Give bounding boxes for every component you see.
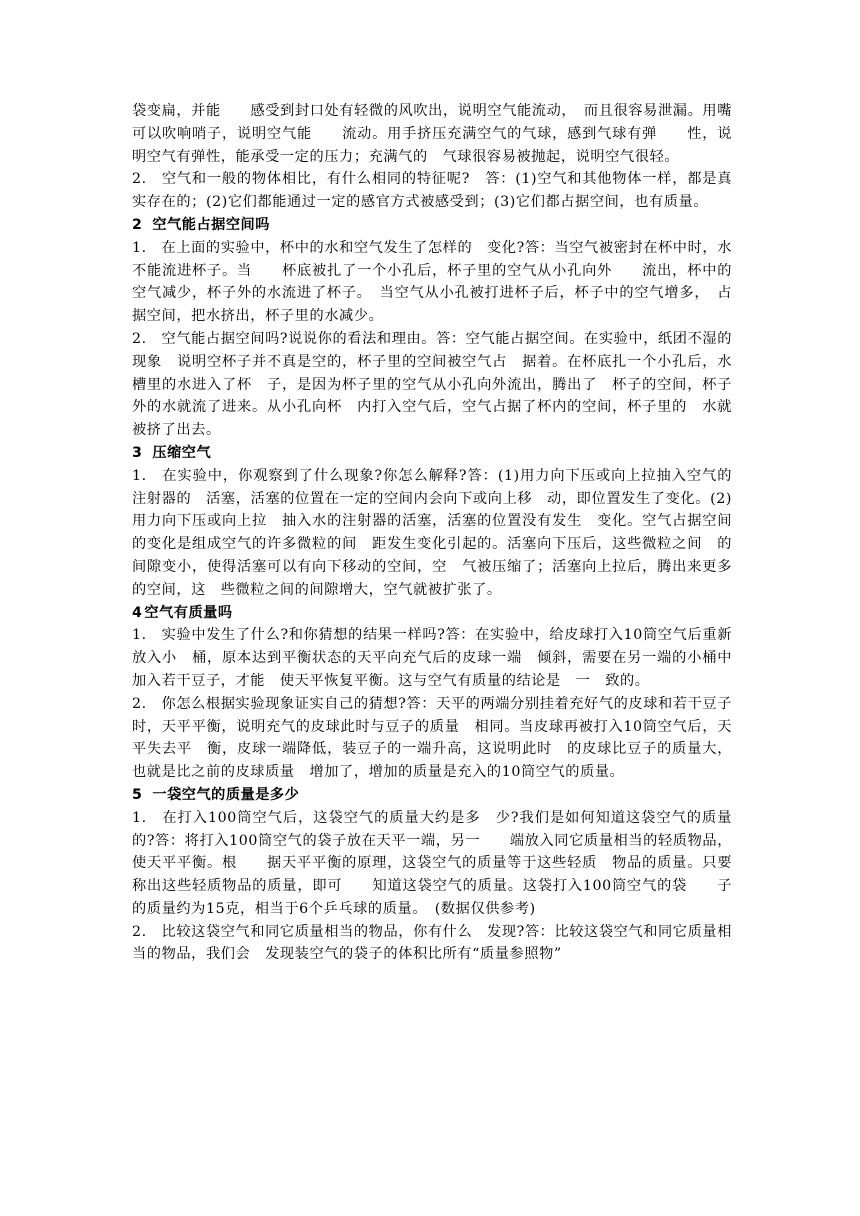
paragraph-bag-q1: 1. 在打入100筒空气后，这袋空气的质量大约是多 少?我们是如何知道这袋空气的质量的?答：将打入100筒空气的袋子放在天平一端，另一 端放入同它质量相当的轻质物品，使天平平衡。根 据天平平衡的原理，这袋空气的质量等于这些轻质 物品的质量。只要称出这些轻质物品的质量，即可 知道这袋空气的质量。这袋打入100筒空气的袋 子的质量约为15克，相当于6个乒乓球的质量。 (数据仅供参考) — [132, 809, 732, 917]
section-title: 空气有质量吗 — [144, 604, 233, 621]
section-number: 5 — [132, 786, 143, 803]
section-number: 2 — [132, 216, 143, 233]
document-page — [132, 100, 747, 966]
section-heading-5 — [132, 784, 732, 807]
section-heading-2 — [132, 214, 732, 237]
paragraph-mass-q1: 1. 实验中发生了什么?和你猜想的结果一样吗?答：在实验中，给皮球打入10筒空气后重新放入小 桶，原本达到平衡状态的天平向充气后的皮球一端 倾斜，需要在另一端的小桶中加入若干豆子，才能 使天平恢复平衡。这与空气有质量的结论是 一 致的。 — [132, 627, 732, 689]
paragraph-space-q2: 2. 空气能占据空间吗?说说你的看法和理由。答：空气能占据空间。在实验中，纸团不湿的现象 说明空杯子并不真是空的，杯子里的空间被空气占 据着。在杯底扎一个小孔后，水槽里的水进入了杯 子，是因为杯子里的空气从小孔向外流出，腾出了 杯子的空间，杯子外的水就流了进来。从小孔向杯 内打入空气后，空气占据了杯内的空间，杯子里的 水就被挤了出去。 — [132, 330, 732, 439]
section-title: 一袋空气的质量是多少 — [152, 786, 300, 803]
paragraph-space-q1: 1. 在上面的实验中，杯中的水和空气发生了怎样的 变化?答：当空气被密封在杯中时，水不能流进杯子。当 杯底被扎了一个小孔后，杯子里的空气从小孔向外 流出，杯中的空气减少，杯子外的水流进了杯子。 当空气从小孔被打进杯子后，杯子中的空气增多， 占据空间，把水挤出，杯子里的水减少。 — [132, 239, 732, 325]
section-number: 3 — [132, 444, 143, 461]
paragraph-air-features: 2. 空气和一般的物体相比，有什么相同的特征呢? 答：(1)空气和其他物体一样，都是真实存在的；(2)它们都能通过一定的感官方式被感受到；(3)它们都占据空间，也有质量。 — [132, 171, 732, 211]
section-heading-3 — [132, 442, 732, 465]
section-title: 空气能占据空间吗 — [152, 216, 270, 233]
section-title: 压缩空气 — [152, 444, 212, 461]
paragraph-bag-q2: 2. 比较这袋空气和同它质量相当的物品，你有什么 发现?答：比较这袋空气和同它质量相当的物品，我们会 发现装空气的袋子的体积比所有“质量参照物” — [132, 923, 732, 963]
paragraph-air-flow: 袋变扁，并能 感受到封口处有轻微的风吹出，说明空气能流动， 而且很容易泄漏。用嘴可以吹响哨子，说明空气能 流动。用手挤压充满空气的气球，感到气球有弹 性，说明空气有弹性，能承受一定的压力；充满气的 气球很容易被抛起，说明空气很轻。 — [132, 103, 732, 165]
paragraph-compress-q1: 1. 在实验中，你观察到了什么现象?你怎么解释?答：(1)用力向下压或向上拉抽入空气的注射器的 活塞，活塞的位置在一定的空间内会向下或向上移 动，即位置发生了变化。(2)用力向下压或向上拉 抽入水的注射器的活塞，活塞的位置没有发生 变化。空气占据空间的变化是组成空气的许多微粒的间 距发生变化引起的。活塞向下压后，这些微粒之间 的间隙变小，使得活塞可以有向下移动的空间，空 气被压缩了；活塞向上拉后，腾出来更多的空间，这 些微粒之间的间隙增大，空气就被扩张了。 — [132, 467, 732, 598]
section-heading-4 — [132, 602, 732, 625]
paragraph-mass-q2: 2. 你怎么根据实验现象证实自己的猜想?答：天平的两端分别挂着充好气的皮球和若干豆子 时，天平平衡，说明充气的皮球此时与豆子的质量 相同。当皮球再被打入10筒空气后，天平失去平 衡，皮球一端降低，装豆子的一端升高，这说明此时 的皮球比豆子的质量大，也就是比之前的皮球质量 增加了，增加的质量是充入的10筒空气的质量。 — [132, 695, 747, 781]
section-number: 4 — [132, 604, 143, 621]
